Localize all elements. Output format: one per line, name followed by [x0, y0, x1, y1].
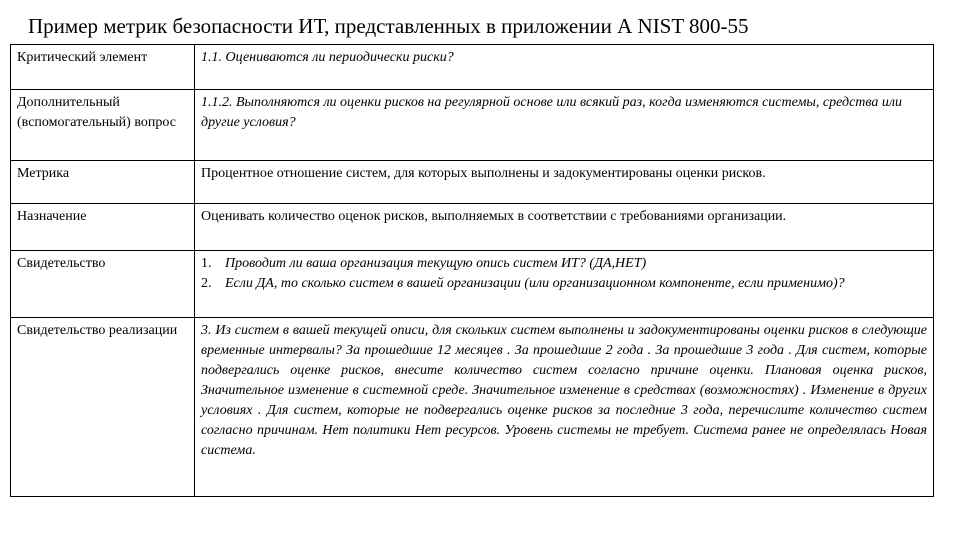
list-item-number: 2. — [201, 276, 212, 291]
row-label: Свидетельство — [11, 251, 195, 318]
table-row-evidence — [11, 251, 934, 318]
metrics-table — [10, 44, 934, 497]
evidence-list — [201, 254, 927, 294]
table-row-sub-question — [11, 90, 934, 161]
table-row-implementation-evidence — [11, 318, 934, 497]
list-item-number: 1. — [201, 256, 212, 271]
table-row-critical-element — [11, 45, 934, 90]
list-item — [201, 254, 927, 274]
row-value: 1.1.2. Выполняются ли оценки рисков на регулярной основе или всякий раз, когда изменяются системы, средства или другие условия? — [195, 90, 934, 161]
row-label: Метрика — [11, 161, 195, 204]
row-value — [195, 251, 934, 318]
list-item-text: Проводит ли ваша организация текущую опись систем ИТ? (ДА,НЕТ) — [225, 256, 647, 271]
list-item — [201, 274, 927, 294]
row-value: Оценивать количество оценок рисков, выполняемых в соответствии с требованиями организации. — [195, 204, 934, 251]
row-label: Дополнительный (вспомогательный) вопрос — [11, 90, 195, 161]
row-label: Назначение — [11, 204, 195, 251]
list-item-text: Если ДА, то сколько систем в вашей организации (или организационном компоненте, если применимо)? — [225, 276, 845, 291]
row-label: Свидетельство реализации — [11, 318, 195, 497]
row-value: 3. Из систем в вашей текущей описи, для скольких систем выполнены и задокументированы оценки рисков в следующие временные интервалы? За прошедшие 12 месяцев . За прошедшие 2 года . За прошедшие 3 года . Для систем, которые подвергались оценке рисков, внесите количество систем согласно причине оценки. Плановая оценка рисков, Значительное изменение в системной среде. Значительное изменение в средствах (возможностях) . Изменение в других условиях . Для систем, которые не подвергались оценке рисков за последние 3 года, перечислите количество систем согласно причинам. Нет политики Нет ресурсов. Уровень системы не требует. Система ранее не определялась Новая система. — [195, 318, 934, 497]
row-value: 1.1. Оцениваются ли периодически риски? — [195, 45, 934, 90]
table-row-metric — [11, 161, 934, 204]
table-row-purpose — [11, 204, 934, 251]
row-label: Критический элемент — [11, 45, 195, 90]
page-title: Пример метрик безопасности ИТ, представленных в приложении А NIST 800-55 — [28, 14, 749, 38]
row-value: Процентное отношение систем, для которых выполнены и задокументированы оценки рисков. — [195, 161, 934, 204]
